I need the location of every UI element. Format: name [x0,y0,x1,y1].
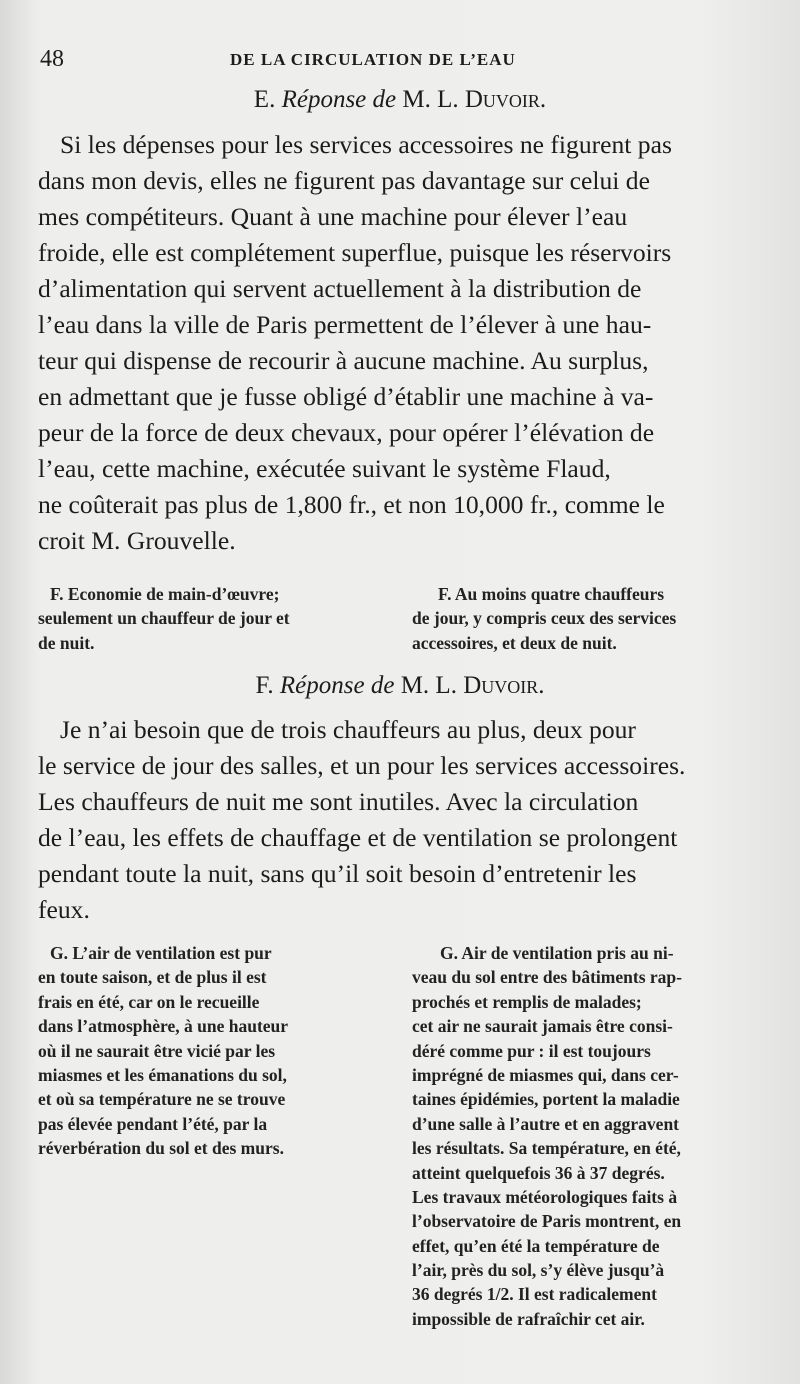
paragraph-line: croit M. Grouvelle. [38,526,236,555]
paragraph-line: d’alimentation qui servent actuellement à la distribution de [38,274,642,303]
column-line: effet, qu’en été la température de [412,1235,660,1256]
column-line: les résultats. Sa température, en été, [412,1138,681,1159]
column-line: pas élevée pendant l’été, par la [38,1113,268,1134]
column-line: déré comme pur : il est toujours [412,1040,651,1061]
paragraph-line: feux. [38,895,90,924]
paragraph-line: en admettant que je fusse obligé d’établir une machine à va- [38,382,654,411]
column-line: réverbération du sol et des murs. [38,1138,284,1159]
running-head [40,46,760,76]
column-line: impossible de rafraîchir cet air. [412,1308,645,1329]
paragraph-line: Les chauffeurs de nuit me sont inutiles. Avec la circulation [38,787,639,816]
heading-e-name: M. L. Duvoir. [402,86,547,113]
column-line: prochés et remplis de malades; [412,991,642,1012]
heading-e-letter: E. [253,86,276,113]
column-line: imprégné de miasmes qui, dans cer- [412,1064,679,1085]
paragraph-line: mes compétiteurs. Quant à une machine pour élever l’eau [38,202,628,231]
column-line: d’une salle à l’autre et en aggravent [412,1113,680,1134]
column-line: et où sa température ne se trouve [38,1089,286,1110]
heading-e [0,86,800,114]
column-line: F. Economie de main-d’œuvre; [50,584,280,604]
column-line: miasmes et les émanations du sol, [38,1064,287,1085]
column-f-right [412,582,764,655]
paragraph-line: ne coûterait pas plus de 1,800 fr., et non 10,000 fr., comme le [38,490,665,519]
heading-f-italic: Réponse de [279,672,395,699]
paragraph-line: froide, elle est complétement superflue, puisque les réservoirs [38,238,672,267]
column-line: frais en été, car on le recueille [38,991,260,1012]
column-line: F. Au moins quatre chauffeurs [438,584,665,604]
paragraph-line: Je n’ai besoin que de trois chauffeurs au plus, deux pour [60,715,636,744]
column-g-right [412,941,764,1331]
paragraph-f [38,712,756,928]
column-line: l’observatoire de Paris montrent, en [412,1211,682,1232]
paragraph-line: de l’eau, les effets de chauffage et de ventilation se prolongent [38,823,678,852]
column-line: taines épidémies, portent la maladie [412,1089,680,1110]
column-line: atteint quelquefois 36 à 37 degrés. [412,1162,665,1183]
paragraph-line: Si les dépenses pour les services accessoires ne figurent pas [60,130,672,159]
heading-f-name: M. L. Duvoir. [400,672,545,699]
heading-e-italic: Réponse de [281,86,397,113]
column-line: G. L’air de ventilation est pur [50,943,272,963]
paragraph-line: l’eau dans la ville de Paris permettent de l’élever à une hau- [38,310,652,339]
paragraph-line: dans mon devis, elles ne figurent pas davantage sur celui de [38,166,650,195]
column-line: où il ne saurait être vicié par les [38,1040,276,1061]
column-line: cet air ne saurait jamais être consi- [412,1016,673,1037]
paragraph-line: pendant toute la nuit, sans qu’il soit besoin d’entretenir les [38,859,637,888]
paragraph-line: teur qui dispense de recourir à aucune machine. Au surplus, [38,346,649,375]
column-line: de nuit. [38,632,95,653]
paragraph-line: l’eau, cette machine, exécutée suivant le système Flaud, [38,454,611,483]
column-line: de jour, y compris ceux des services [412,608,677,629]
column-line: accessoires, et deux de nuit. [412,632,617,653]
column-line: dans l’atmosphère, à une hauteur [38,1016,289,1037]
column-line: l’air, près du sol, s’y élève jusqu’à [412,1260,665,1281]
column-line: veau du sol entre des bâtiments rap- [412,967,682,988]
paragraph-e [38,127,756,559]
paragraph-line: peur de la force de deux chevaux, pour opérer l’élévation de [38,418,655,447]
column-line: G. Air de ventilation pris au ni- [440,943,674,963]
column-line: Les travaux météorologiques faits à [412,1186,678,1207]
column-f-left [38,582,388,655]
heading-f [0,672,800,700]
column-line: en toute saison, et de plus il est [38,967,267,988]
page-number: 48 [40,46,64,72]
column-g-left [38,941,388,1161]
column-line: 36 degrés 1/2. Il est radicalement [412,1284,657,1305]
running-title: DE LA CIRCULATION DE L’EAU [230,50,516,69]
paragraph-line: le service de jour des salles, et un pour les services accessoires. [38,751,686,780]
heading-f-letter: F. [255,672,274,699]
column-line: seulement un chauffeur de jour et [38,608,290,629]
